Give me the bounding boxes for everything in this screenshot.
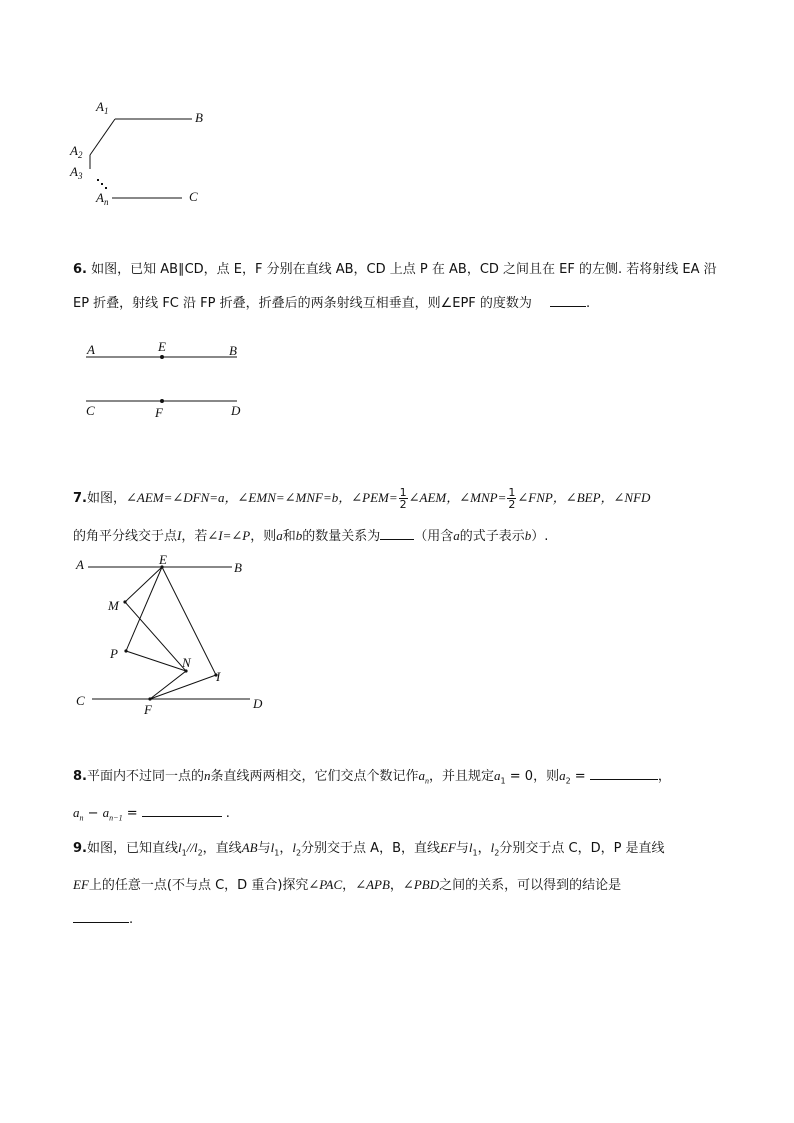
question-text: 如图，已知 AB∥CD，点 E，F 分别在直线 AB，CD 上点 P 在 AB，CD 之间且在 EF 的左侧. 若将射线 EA 沿 xyxy=(91,262,717,277)
answer-blank[interactable] xyxy=(550,292,586,307)
answer-blank-a2[interactable] xyxy=(590,765,658,780)
question-7-line1: 7.如图，∠AEM=∠DFN=a，∠EMN=∠MNF=b，∠PEM= $\frac{1}{2}$ ∠AEM，∠MNP= $\frac{1}{2}$ ∠FNP，∠BEP，∠NFD xyxy=(73,486,651,511)
label-C: C xyxy=(189,189,198,204)
label-F: F xyxy=(144,702,152,717)
label-N: N xyxy=(182,655,191,670)
answer-blank[interactable] xyxy=(73,908,129,923)
answer-blank[interactable] xyxy=(380,525,414,540)
label-A: A xyxy=(76,557,84,572)
question-9-line3: . xyxy=(73,908,133,930)
figure-polyline xyxy=(60,95,230,215)
figure-parallel-lines xyxy=(80,338,250,423)
label-D: D xyxy=(231,403,241,418)
question-6-line2: EP 折叠，射线 FC 沿 FP 折叠，折叠后的两条射线互相垂直，则∠EPF 的度数为 . xyxy=(73,292,590,314)
label-I: I xyxy=(216,669,221,684)
question-7-line2: 的角平分线交于点I，若∠I=∠P，则a和b的数量关系为 （用含a的式子表示b）. xyxy=(73,525,548,547)
label-D: D xyxy=(253,696,263,711)
label-C: C xyxy=(76,693,85,708)
question-text: EP 折叠，射线 FC 沿 FP 折叠，折叠后的两条射线互相垂直，则∠EPF 的度数为 xyxy=(73,296,532,311)
label-A3: $A_3$ xyxy=(70,164,83,181)
label-A: A xyxy=(87,342,95,357)
label-E: E xyxy=(158,339,166,354)
label-B: B xyxy=(229,343,237,358)
figure-angle-bisectors xyxy=(70,550,280,720)
label-A2: $A_2$ xyxy=(70,143,83,160)
label-B: B xyxy=(234,560,242,575)
label-A1: $A_1$ xyxy=(96,99,109,116)
question-number: 6. xyxy=(73,262,87,277)
fraction-half: $\frac{1}{2}$ xyxy=(508,486,516,511)
label-P: P xyxy=(110,646,118,661)
label-M: M xyxy=(108,598,119,613)
fraction-half: $\frac{1}{2}$ xyxy=(399,486,407,511)
question-8-line2: $a_n - a_{n-1}$ = . xyxy=(73,802,230,829)
label-E: E xyxy=(159,552,167,567)
label-An: $A_n$ xyxy=(96,190,109,207)
question-8-line1: 8.平面内不过同一点的n条直线两两相交，它们交点个数记作$a_n$，并且规定$a_1 = 0$，则$a_2$ = ， xyxy=(73,765,671,792)
label-B: B xyxy=(195,110,203,125)
label-C: C xyxy=(86,403,95,418)
question-6-line1 xyxy=(73,260,717,280)
question-9-line1: 9.如图，已知直线$l_1//l_2$，直线AB与$l_1$，$l_2$分别交于点 A，B，直线EF与$l_1$，$l_2$分别交于点 C，D，P 是直线 xyxy=(73,840,665,858)
label-F: F xyxy=(155,405,163,420)
question-9-line2: EF上的任意一点(不与点 C，D 重合)探究∠PAC，∠APB，∠PBD之间的关系，可以得到的结论是 xyxy=(73,877,622,893)
answer-blank-difference[interactable] xyxy=(142,802,222,817)
